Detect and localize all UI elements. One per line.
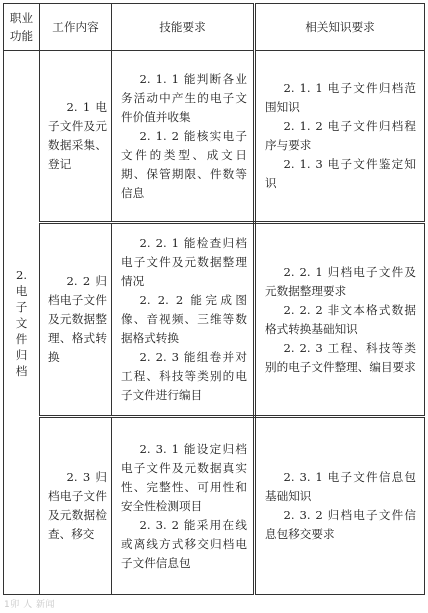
header-skill-requirements: 技能要求 [112,4,255,51]
knowledge-item: 2. 2. 1 归档电子文件及元数据整理要求 [265,264,416,298]
table-header-row [4,4,425,51]
knowledge-item: 2. 1. 3 电子文件鉴定知识 [265,157,416,190]
skill-item: 2. 1. 1 能判断各业务活动中产生的电子文件价值并收集 [121,71,247,124]
work-content-cell [40,51,112,223]
watermark: 1卯 人 新闻 [4,600,55,610]
work-content-cell [40,223,112,417]
knowledge-item: 2. 2. 3 工程、科技等类别的电子文件整理、编目要求 [265,340,416,374]
work-content-text: 2. 2 归档电子文件及元数据整理、格式转换 [48,274,107,364]
work-content-text: 2. 3 归档电子文件及元数据检查、移交 [48,470,107,541]
knowledge-item: 2. 3. 2 归档电子文件信息包移交要求 [265,508,416,541]
table-row [4,51,425,223]
function-char: 件 [15,331,28,346]
table-row [4,223,425,417]
skill-item: 2. 3. 1 能设定归档电子文件及元数据真实性、完整性、可用性和安全性检测项目 [121,441,247,513]
skill-item: 2. 2. 1 能检查归档电子文件及元数据整理情况 [121,236,247,288]
header-occupation-function [4,4,40,51]
skill-cell [112,417,255,595]
function-char: 文 [15,315,28,330]
function-char: 子 [15,299,28,314]
knowledge-cell [255,223,425,417]
header-knowledge-requirements: 相关知识要求 [255,4,425,51]
knowledge-cell [255,51,425,223]
header-occupation-function-line2: 功能 [9,29,34,43]
skill-item: 2. 2. 3 能组卷并对工程、科技等类别的电子文件进行编目 [121,350,247,402]
knowledge-item: 2. 2. 2 非文本格式数据格式转换基础知识 [265,302,416,336]
knowledge-item: 2. 3. 1 电子文件信息包基础知识 [265,470,416,503]
function-char: 电 [15,283,28,298]
knowledge-item: 2. 1. 1 电子文件归档范围知识 [265,81,416,114]
skill-cell [112,223,255,417]
skill-item: 2. 1. 2 能核实电子文件的类型、成文日期、保管期限、件数等信息 [121,128,247,200]
work-content-cell [40,417,112,595]
knowledge-cell [255,417,425,595]
function-char: 档 [15,363,28,378]
skill-item: 2. 2. 2 能完成图像、音视频、三维等数据格式转换 [121,293,247,345]
knowledge-item: 2. 1. 2 电子文件归档程序与要求 [265,119,416,152]
function-char: 归 [15,347,28,362]
function-cell [4,51,40,595]
work-content-text: 2. 1 电子文件及元数据采集、登记 [48,100,107,171]
table-row [4,417,425,595]
skill-cell [112,51,255,223]
header-work-content: 工作内容 [40,4,112,51]
header-occupation-function-line1: 职业 [9,11,34,25]
skill-item: 2. 3. 2 能采用在线或离线方式移交归档电子文件信息包 [121,517,247,570]
function-char: 2. [15,267,28,282]
occupational-standard-table [3,3,425,595]
